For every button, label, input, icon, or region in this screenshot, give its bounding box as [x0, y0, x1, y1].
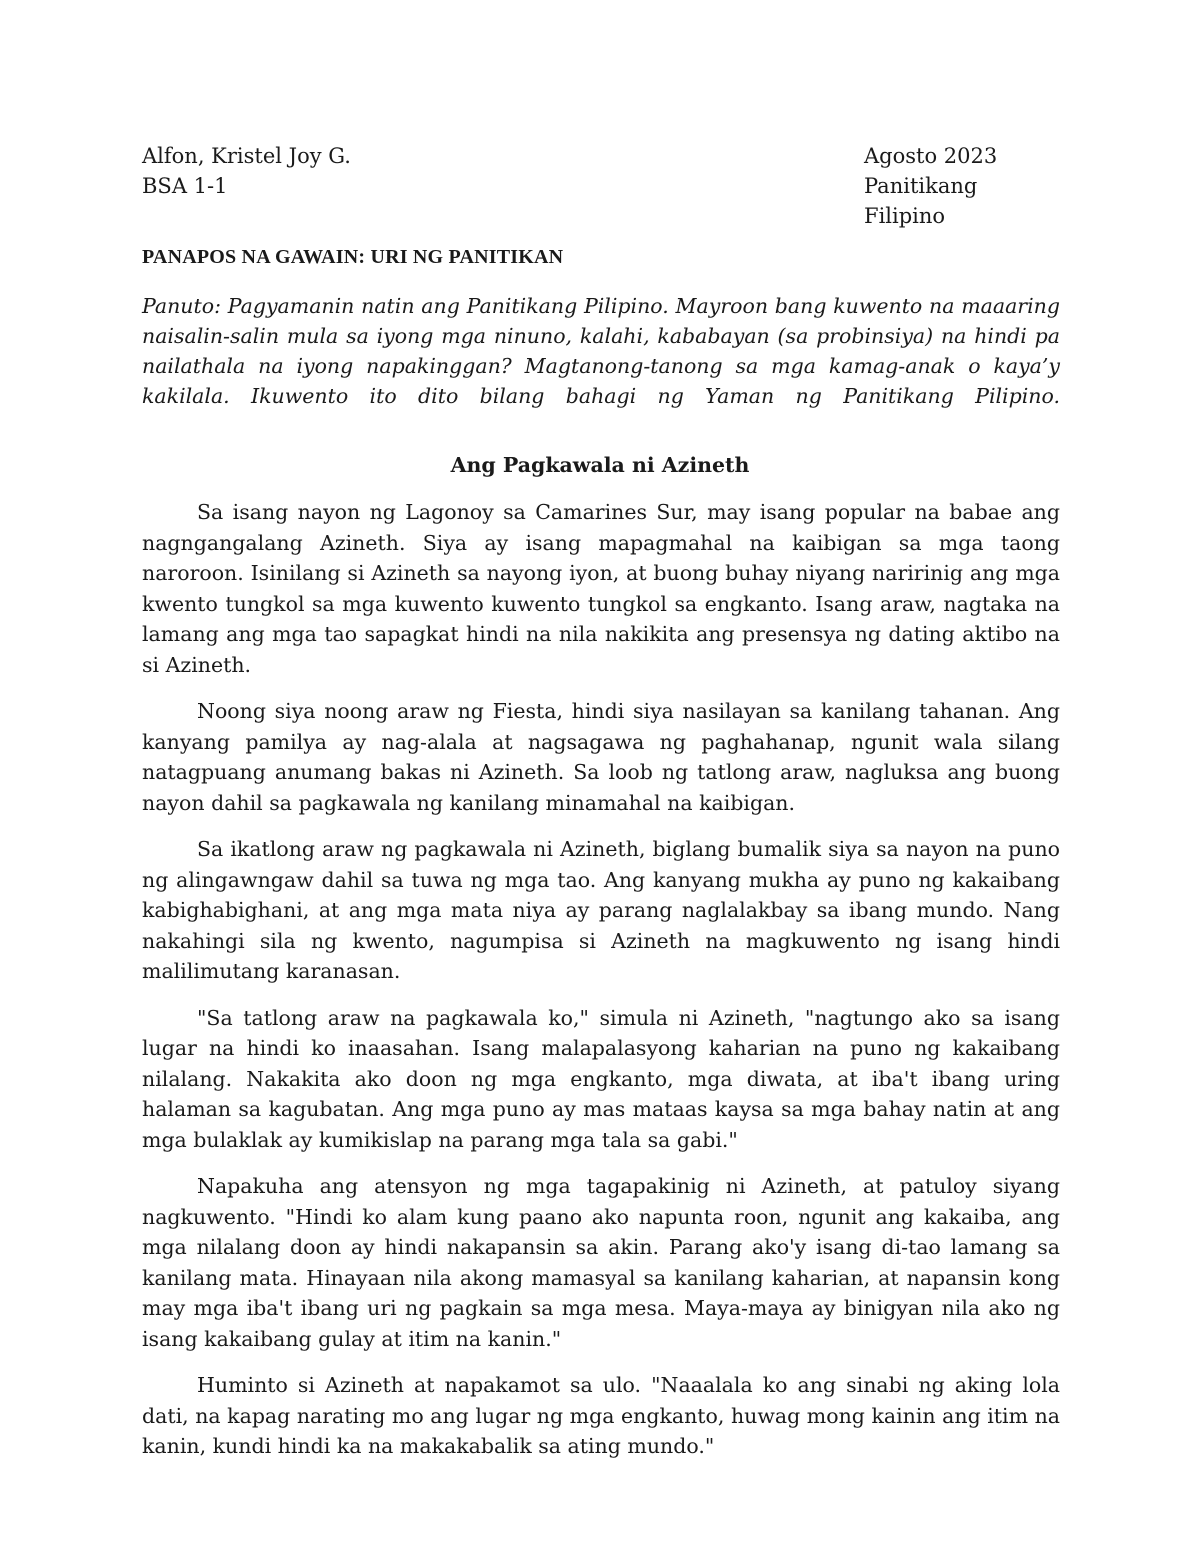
story-paragraph: Huminto si Azineth at napakamot sa ulo. "Naaalala ko ang sinabi ng aking lola dati, na kapag narating mo ang lugar ng mga engkanto, huwag mong kainin ang itim na kanin, kundi hindi ka na makakabalik sa ating mundo." [142, 1373, 1060, 1458]
student-name: Alfon, Kristel Joy G. [142, 144, 351, 168]
story-paragraph: Sa ikatlong araw ng pagkawala ni Azineth, biglang bumalik siya sa nayon na puno ng alingawngaw dahil sa tuwa ng mga tao. Ang kanyang mukha ay puno ng kakaibang kabighabighani, at ang mga mata niya ay parang naglalakbay sa ibang mundo. Nang nakahingi sila ng kwento, nagumpisa si Azineth na magkuwento ng isang hindi malilimutang karanasan. [142, 837, 1060, 983]
student-section: BSA 1-1 [142, 174, 228, 198]
story-body [142, 497, 1060, 1478]
instructions-paragraph: Panuto: Pagyamanin natin ang Panitikang Pilipino. Mayroon bang kuwento na maaaring naisalin-salin mula sa iyong mga ninuno, kalahi, kababayan (sa probinsiya) na hindi pa nailathala na iyong napakinggan? Magtanong-tanong sa mga kamag-anak o kaya’y kakilala. Ikuwento ito dito bilang bahagi ng Yaman ng Panitikang Pilipino. [142, 294, 1060, 408]
story-paragraph: Noong siya noong araw ng Fiesta, hindi siya nasilayan sa kanilang tahanan. Ang kanyang pamilya ay nag-alala at nagsagawa ng paghahanap, ngunit wala silang natagpuang anumang bakas ni Azineth. Sa loob ng tatlong araw, nagluksa ang buong nayon dahil sa pagkawala ng kanilang minamahal na kaibigan. [142, 699, 1060, 815]
subject-name: Panitikang Filipino [864, 174, 978, 228]
assignment-title: PANAPOS NA GAWAIN: URI NG PANITIKAN [142, 246, 564, 268]
header-row-2 [142, 171, 1046, 231]
story-paragraph: Napakuha ang atensyon ng mga tagapakinig ni Azineth, at patuloy siyang nagkuwento. "Hindi ko alam kung paano ako napunta roon, ngunit ang kakaiba, ang mga nilalang doon ay hindi nakapansin sa akin. Parang ako'y isang di-tao lamang sa kanilang mata. Hinayaan nila akong mamasyal sa kanilang kaharian, at napansin kong may mga iba't ibang uri ng pagkain sa mga mesa. Maya-maya ay binigyan nila ako ng isang kakaibang gulay at itim na kanin." [142, 1174, 1060, 1351]
story-title: Ang Pagkawala ni Azineth [450, 453, 750, 477]
header-row-1 [142, 141, 1046, 171]
story-paragraph: Sa isang nayon ng Lagonoy sa Camarines Sur, may isang popular na babae ang nagngangalang Azineth. Siya ay isang mapagmahal na kaibigan sa mga taong naroroon. Isinilang si Azineth sa nayong iyon, at buong buhay niyang naririnig ang mga kwento tungkol sa mga kuwento kuwento tungkol sa engkanto. Isang araw, nagtaka na lamang ang mga tao sapagkat hindi na nila nakikita ang presensya ng dating aktibo na si Azineth. [142, 500, 1060, 677]
document-date: Agosto 2023 [864, 144, 998, 168]
story-paragraph: "Sa tatlong araw na pagkawala ko," simula ni Azineth, "nagtungo ako sa isang lugar na hindi ko inaasahan. Isang malapalasyong kaharian na puno ng kakaibang nilalang. Nakakita ako doon ng mga engkanto, mga diwata, at iba't ibang uring halaman sa kagubatan. Ang mga puno ay mas mataas kaysa sa mga bahay natin at ang mga bulaklak ay kumikislap na parang mga tala sa gabi." [142, 1005, 1060, 1152]
